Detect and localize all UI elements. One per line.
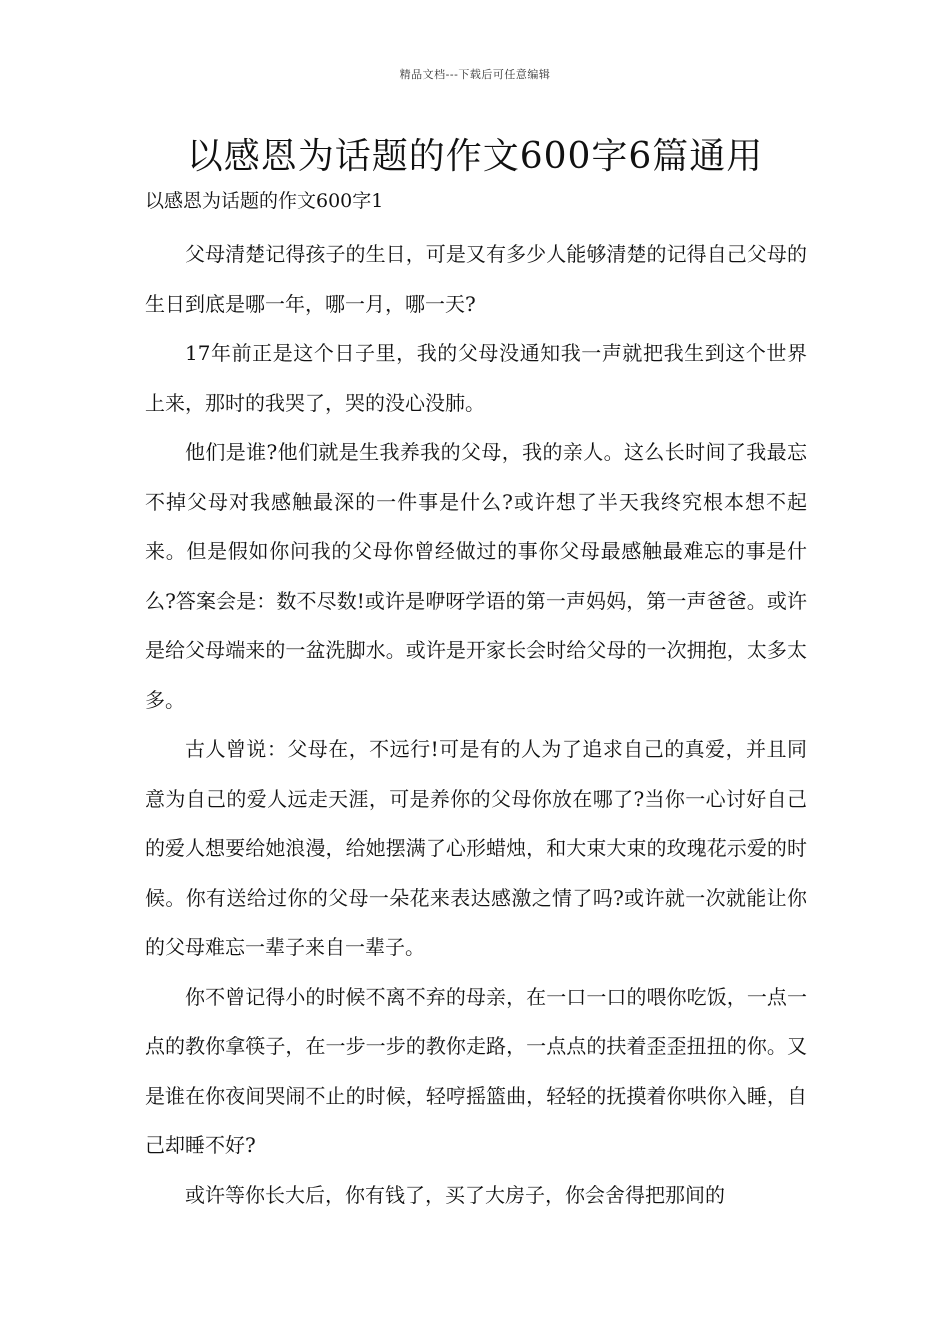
paragraph: 你不曾记得小的时候不离不弃的母亲，在一口一口的喂你吃饭，一点一点的教你拿筷子，在一步一步的教你走路，一点点的扶着歪歪扭扭的你。又是谁在你夜间哭闹不止的时候，轻哼摇篮曲，轻轻的抚摸着你哄你入睡，自己却睡不好?: [145, 984, 807, 1157]
paragraph: 古人曾说：父母在，不远行!可是有的人为了追求自己的真爱，并且同意为自己的爱人远走天涯，可是养你的父母你放在哪了?当你一心讨好自己的爱人想要给她浪漫，给她摆满了心形蜡烛，和大束大束的玫瑰花示爱的时候。你有送给过你的父母一朵花来表达感激之情了吗?或许就一次就能让你的父母难忘一辈子来自一辈子。: [145, 737, 807, 959]
paragraph: 17年前正是这个日子里，我的父母没通知我一声就把我生到这个世界上来，那时的我哭了，哭的没心没肺。: [145, 341, 807, 415]
essay-subtitle: 以感恩为话题的作文600字1: [145, 190, 384, 212]
header-note: 精品文档---下载后可任意编辑: [399, 68, 551, 81]
paragraph: 他们是谁?他们就是生我养我的父母，我的亲人。这么长时间了我最忘不掉父母对我感触最深的一件事是什么?或许想了半天我终究根本想不起来。但是假如你问我的父母你曾经做过的事你父母最感触最难忘的事是什么?答案会是：数不尽数!或许是咿呀学语的第一声妈妈，第一声爸爸。或许是给父母端来的一盆洗脚水。或许是开家长会时给父母的一次拥抱，太多太多。: [145, 440, 807, 712]
essay-body: [145, 230, 807, 1220]
paragraph: 父母清楚记得孩子的生日，可是又有多少人能够清楚的记得自己父母的生日到底是哪一年，哪一月，哪一天?: [145, 242, 807, 316]
paragraph: 或许等你长大后，你有钱了，买了大房子，你会舍得把那间的: [185, 1182, 725, 1207]
document-title: 以感恩为话题的作文600字6篇通用: [186, 136, 764, 177]
